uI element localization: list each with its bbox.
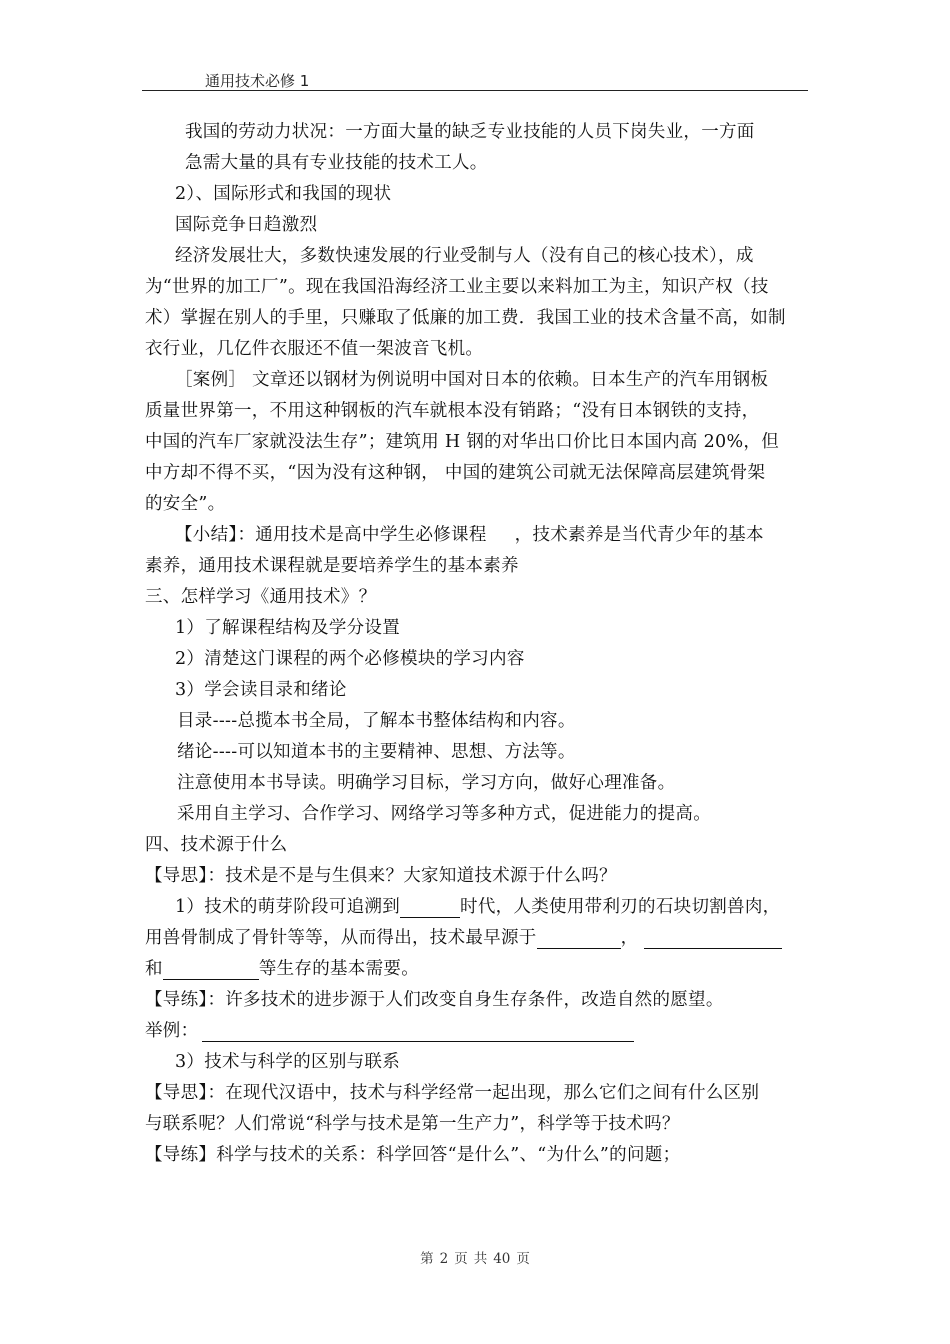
blank-field-example[interactable] — [202, 1021, 634, 1042]
blank-field-origin-1[interactable] — [537, 928, 621, 949]
list-item: 2）清楚这门课程的两个必修模块的学习内容 — [175, 649, 525, 669]
section-heading: 四、技术源于什么 — [145, 835, 288, 855]
text-line: 国际竞争日趋激烈 — [175, 215, 318, 235]
text-line: 为“世界的加工厂”。现在我国沿海经济工业主要以来料加工为主，知识产权（技 — [145, 277, 769, 297]
fill-text: 时代，人类使用带利刃的石块切割兽肉， — [460, 897, 781, 917]
text-line: 急需大量的具有专业技能的技术工人。 — [185, 153, 488, 173]
fill-text: 等生存的基本需要。 — [258, 959, 420, 979]
summary-part-1: 【小结】：通用技术是高中学生必修课程 — [175, 525, 487, 545]
fill-blank-line — [145, 954, 810, 985]
text-line: 采用自主学习、合作学习、网络学习等多种方式，促进能力的提高。 — [177, 804, 711, 824]
fill-text: 和 — [145, 959, 163, 979]
footer-text: 第 — [420, 1251, 434, 1267]
blank-field-era[interactable] — [400, 897, 460, 918]
text-line: 【导思】：技术是不是与生俱来？大家知道技术源于什么吗？ — [145, 866, 617, 886]
text-line: 中国的汽车厂家就没法生存”；建筑用 H 钢的对华出口价比日本国内高 20%，但 — [145, 432, 779, 452]
blank-field-origin-3[interactable] — [163, 959, 259, 980]
text-line: 【导练】科学与技术的关系：科学回答“是什么”、“为什么”的问题； — [145, 1145, 681, 1165]
fill-blank-line — [145, 892, 810, 923]
text-line: 注意使用本书导读。明确学习目标，学习方向，做好心理准备。 — [177, 773, 676, 793]
text-line: 经济发展壮大，多数快速发展的行业受制与人（没有自己的核心技术），成 — [175, 246, 754, 266]
page-number: 2 — [439, 1251, 449, 1267]
text-line: 与联系呢？人们常说“科学与技术是第一生产力”，科学等于技术吗？ — [145, 1114, 680, 1134]
text-line: 【导思】：在现代汉语中，技术与科学经常一起出现，那么它们之间有什么区别 — [145, 1083, 760, 1103]
footer-text: 页 — [454, 1251, 468, 1267]
example-label: 举例： — [145, 1021, 199, 1041]
fill-blank-line — [145, 923, 810, 954]
text-line: 【导练】：许多技术的进步源于人们改变自身生存条件，改造自然的愿望。 — [145, 990, 724, 1010]
list-item: 3）学会读目录和绪论 — [175, 680, 347, 700]
text-line: 目录----总揽本书全局，了解本书整体结构和内容。 — [177, 711, 576, 731]
text-line: 衣行业，几亿件衣服还不值一架波音飞机。 — [145, 339, 484, 359]
text-line: ［案例］ 文章还以钢材为例说明中国对日本的依赖。日本生产的汽车用钢板 — [175, 370, 769, 390]
blank-field-origin-2[interactable] — [644, 928, 782, 949]
footer-text: 页 — [516, 1251, 530, 1267]
document-body — [145, 117, 810, 1171]
list-item: 1）了解课程结构及学分设置 — [175, 618, 401, 638]
fill-text: 用兽骨制成了骨针等等，从而得出，技术最早源于 — [145, 928, 537, 948]
section-heading: 三、怎样学习《通用技术》？ — [145, 587, 377, 607]
fill-text: 1）技术的萌芽阶段可追溯到 — [175, 897, 401, 917]
text-line: 绪论----可以知道本书的主要精神、思想、方法等。 — [177, 742, 576, 762]
text-line: 素养，通用技术课程就是要培养学生的基本素养 — [145, 556, 519, 576]
page-header-title: 通用技术必修 1 — [205, 72, 310, 90]
example-line — [145, 1016, 810, 1047]
text-line: 的安全”。 — [145, 494, 226, 514]
footer-text: 共 — [473, 1251, 488, 1267]
text-line: 术）掌握在别人的手里，只赚取了低廉的加工费．我国工业的技术含量不高，如制 — [145, 308, 786, 328]
summary-line — [145, 520, 810, 551]
fill-text: ， — [620, 928, 639, 948]
text-line: 中方却不得不买，“因为没有这种钢， 中国的建筑公司就无法保障高层建筑骨架 — [145, 463, 766, 483]
list-item: 3）技术与科学的区别与联系 — [175, 1052, 401, 1072]
text-line: 2）、国际形式和我国的现状 — [175, 184, 392, 204]
summary-part-2: ，技术素养是当代青少年的基本 — [514, 525, 764, 545]
page-footer — [0, 1247, 950, 1267]
total-pages: 40 — [493, 1251, 511, 1267]
text-line: 我国的劳动力状况：一方面大量的缺乏专业技能的人员下岗失业，一方面 — [185, 122, 755, 142]
text-line: 质量世界第一，不用这种钢板的汽车就根本没有销路；“没有日本钢铁的支持， — [145, 401, 760, 421]
header-rule — [142, 90, 808, 91]
